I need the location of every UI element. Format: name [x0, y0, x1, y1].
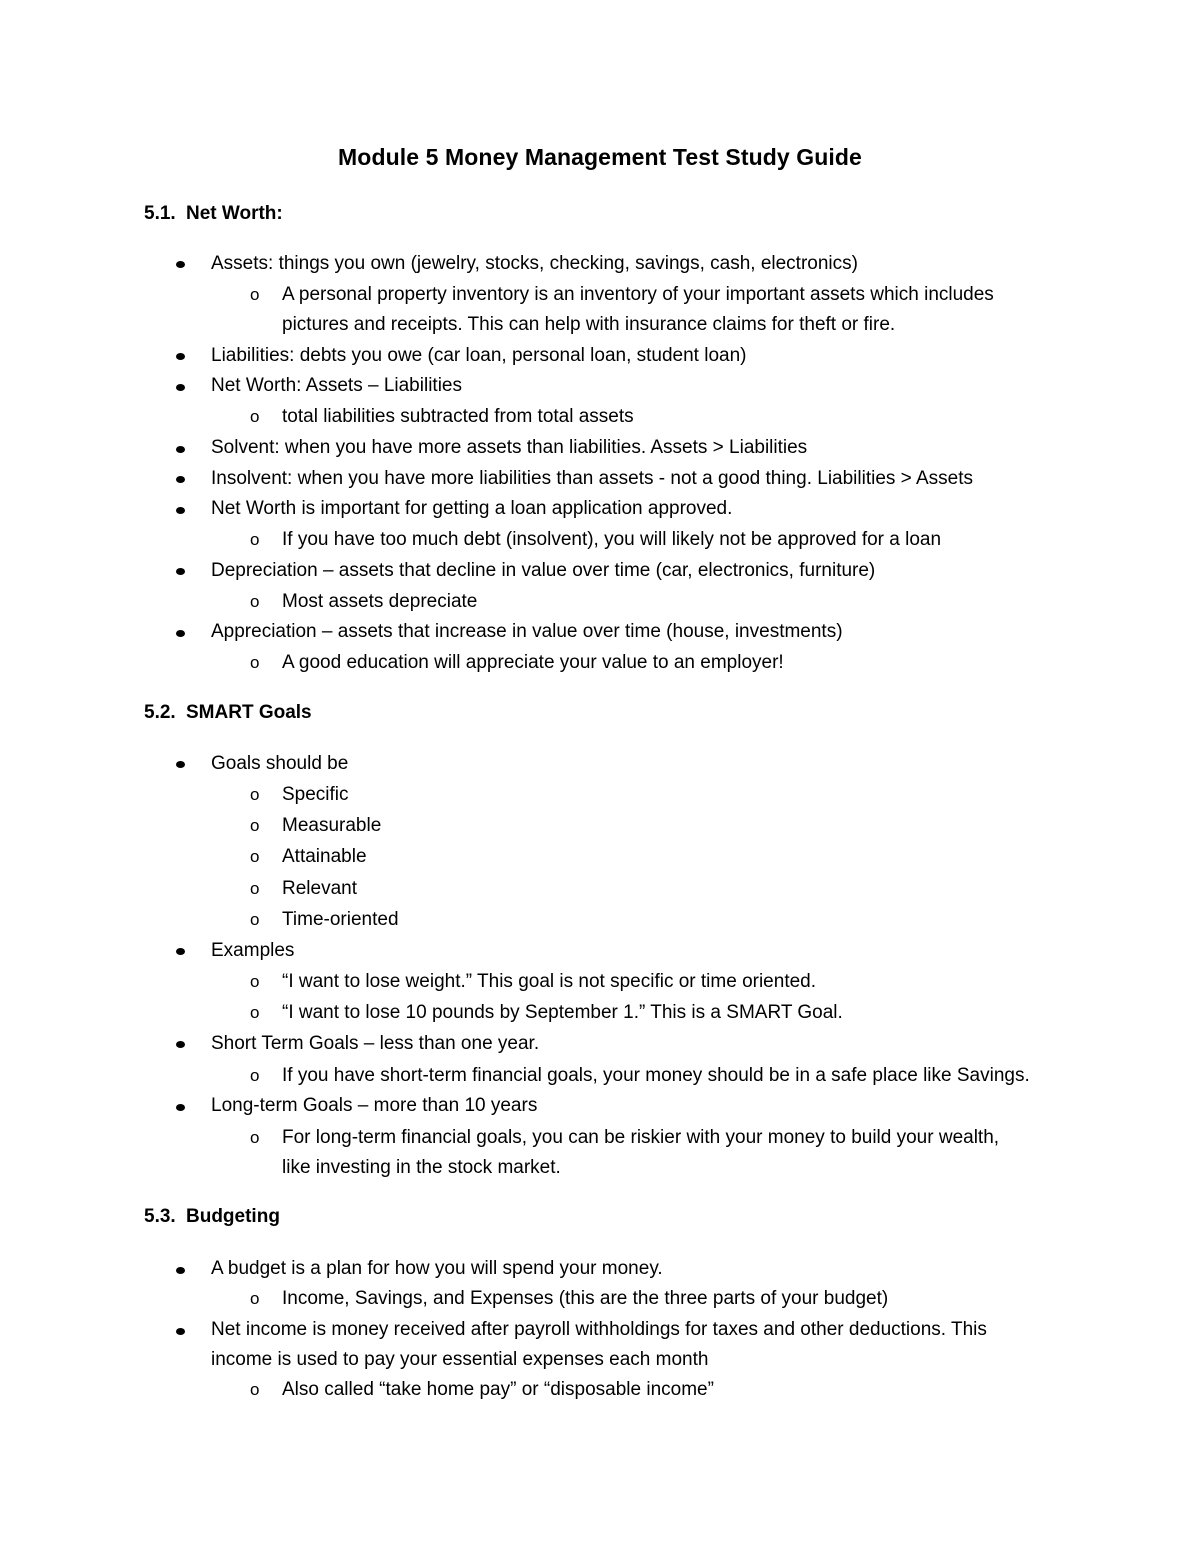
- circle-bullet-icon: o: [250, 1289, 260, 1308]
- bullet-icon: [176, 1267, 185, 1274]
- circle-bullet-icon: o: [250, 972, 260, 991]
- list-item: Goals should be: [211, 753, 349, 774]
- list-subitem: If you have too much debt (insolvent), you will likely not be approved for a loan: [282, 529, 942, 550]
- section-title: Budgeting: [186, 1206, 280, 1227]
- list-subitem: total liabilities subtracted from total assets: [282, 406, 634, 427]
- section-number: 5.3.: [144, 1206, 176, 1227]
- list-item: Solvent: when you have more assets than liabilities. Assets > Liabilities: [211, 437, 808, 458]
- circle-bullet-icon: o: [250, 847, 260, 866]
- section-number: 5.2.: [144, 702, 176, 723]
- circle-bullet-icon: o: [250, 592, 260, 611]
- list-subitem: Measurable: [282, 815, 382, 836]
- circle-bullet-icon: o: [250, 1003, 260, 1022]
- bullet-icon: [176, 1328, 185, 1335]
- section-number: 5.1.: [144, 203, 176, 224]
- list-subitem: “I want to lose weight.” This goal is not specific or time oriented.: [282, 971, 817, 992]
- section-heading-net-worth: [144, 203, 283, 225]
- list-item-continuation: income is used to pay your essential expenses each month: [211, 1349, 709, 1370]
- list-subitem-continuation: pictures and receipts. This can help with insurance claims for theft or fire.: [282, 314, 896, 335]
- circle-bullet-icon: o: [250, 653, 260, 672]
- bullet-icon: [176, 630, 185, 637]
- bullet-icon: [176, 1104, 185, 1111]
- circle-bullet-icon: o: [250, 785, 260, 804]
- list-subitem: A good education will appreciate your value to an employer!: [282, 652, 784, 673]
- circle-bullet-icon: o: [250, 530, 260, 549]
- list-item: Short Term Goals – less than one year.: [211, 1033, 540, 1054]
- list-subitem: Attainable: [282, 846, 367, 867]
- bullet-icon: [176, 568, 185, 575]
- bullet-icon: [176, 476, 185, 483]
- circle-bullet-icon: o: [250, 879, 260, 898]
- list-subitem: Most assets depreciate: [282, 591, 478, 612]
- circle-bullet-icon: o: [250, 407, 260, 426]
- bullet-icon: [176, 948, 185, 955]
- section-title: SMART Goals: [186, 702, 312, 723]
- bullet-icon: [176, 1041, 185, 1048]
- list-subitem: Specific: [282, 784, 349, 805]
- list-item: Insolvent: when you have more liabilities than assets - not a good thing. Liabilities > Assets: [211, 468, 974, 489]
- circle-bullet-icon: o: [250, 1128, 260, 1147]
- list-item: Net income is money received after payroll withholdings for taxes and other deductions. This: [211, 1319, 987, 1340]
- list-item: Net Worth: Assets – Liabilities: [211, 375, 462, 396]
- section-heading-smart-goals: [144, 702, 312, 724]
- section-heading-budgeting: [144, 1206, 280, 1228]
- list-subitem: Time-oriented: [282, 909, 399, 930]
- bullet-icon: [176, 261, 185, 268]
- circle-bullet-icon: o: [250, 816, 260, 835]
- bullet-icon: [176, 507, 185, 514]
- list-subitem: A personal property inventory is an inventory of your important assets which includes: [282, 284, 994, 305]
- list-subitem: If you have short-term financial goals, your money should be in a safe place like Savings.: [282, 1065, 1030, 1086]
- section-title: Net Worth:: [186, 203, 283, 224]
- list-subitem: For long-term financial goals, you can be riskier with your money to build your wealth,: [282, 1127, 1000, 1148]
- circle-bullet-icon: o: [250, 1380, 260, 1399]
- page-title: Module 5 Money Management Test Study Guide: [338, 144, 862, 170]
- list-item: Liabilities: debts you owe (car loan, personal loan, student loan): [211, 345, 747, 366]
- list-item: A budget is a plan for how you will spend your money.: [211, 1258, 663, 1279]
- circle-bullet-icon: o: [250, 910, 260, 929]
- list-subitem: Relevant: [282, 878, 357, 899]
- bullet-icon: [176, 761, 185, 768]
- list-subitem: “I want to lose 10 pounds by September 1.” This is a SMART Goal.: [282, 1002, 843, 1023]
- circle-bullet-icon: o: [250, 285, 260, 304]
- bullet-icon: [176, 353, 185, 360]
- list-item: Appreciation – assets that increase in value over time (house, investments): [211, 621, 843, 642]
- list-item: Assets: things you own (jewelry, stocks, checking, savings, cash, electronics): [211, 253, 858, 274]
- list-item: Depreciation – assets that decline in value over time (car, electronics, furniture): [211, 560, 876, 581]
- list-subitem-continuation: like investing in the stock market.: [282, 1157, 561, 1178]
- list-item: Net Worth is important for getting a loan application approved.: [211, 498, 733, 519]
- circle-bullet-icon: o: [250, 1066, 260, 1085]
- bullet-icon: [176, 446, 185, 453]
- bullet-icon: [176, 384, 185, 391]
- list-subitem: Income, Savings, and Expenses (this are the three parts of your budget): [282, 1288, 889, 1309]
- list-subitem: Also called “take home pay” or “disposable income”: [282, 1379, 714, 1400]
- list-item: Examples: [211, 940, 295, 961]
- list-item: Long-term Goals – more than 10 years: [211, 1095, 538, 1116]
